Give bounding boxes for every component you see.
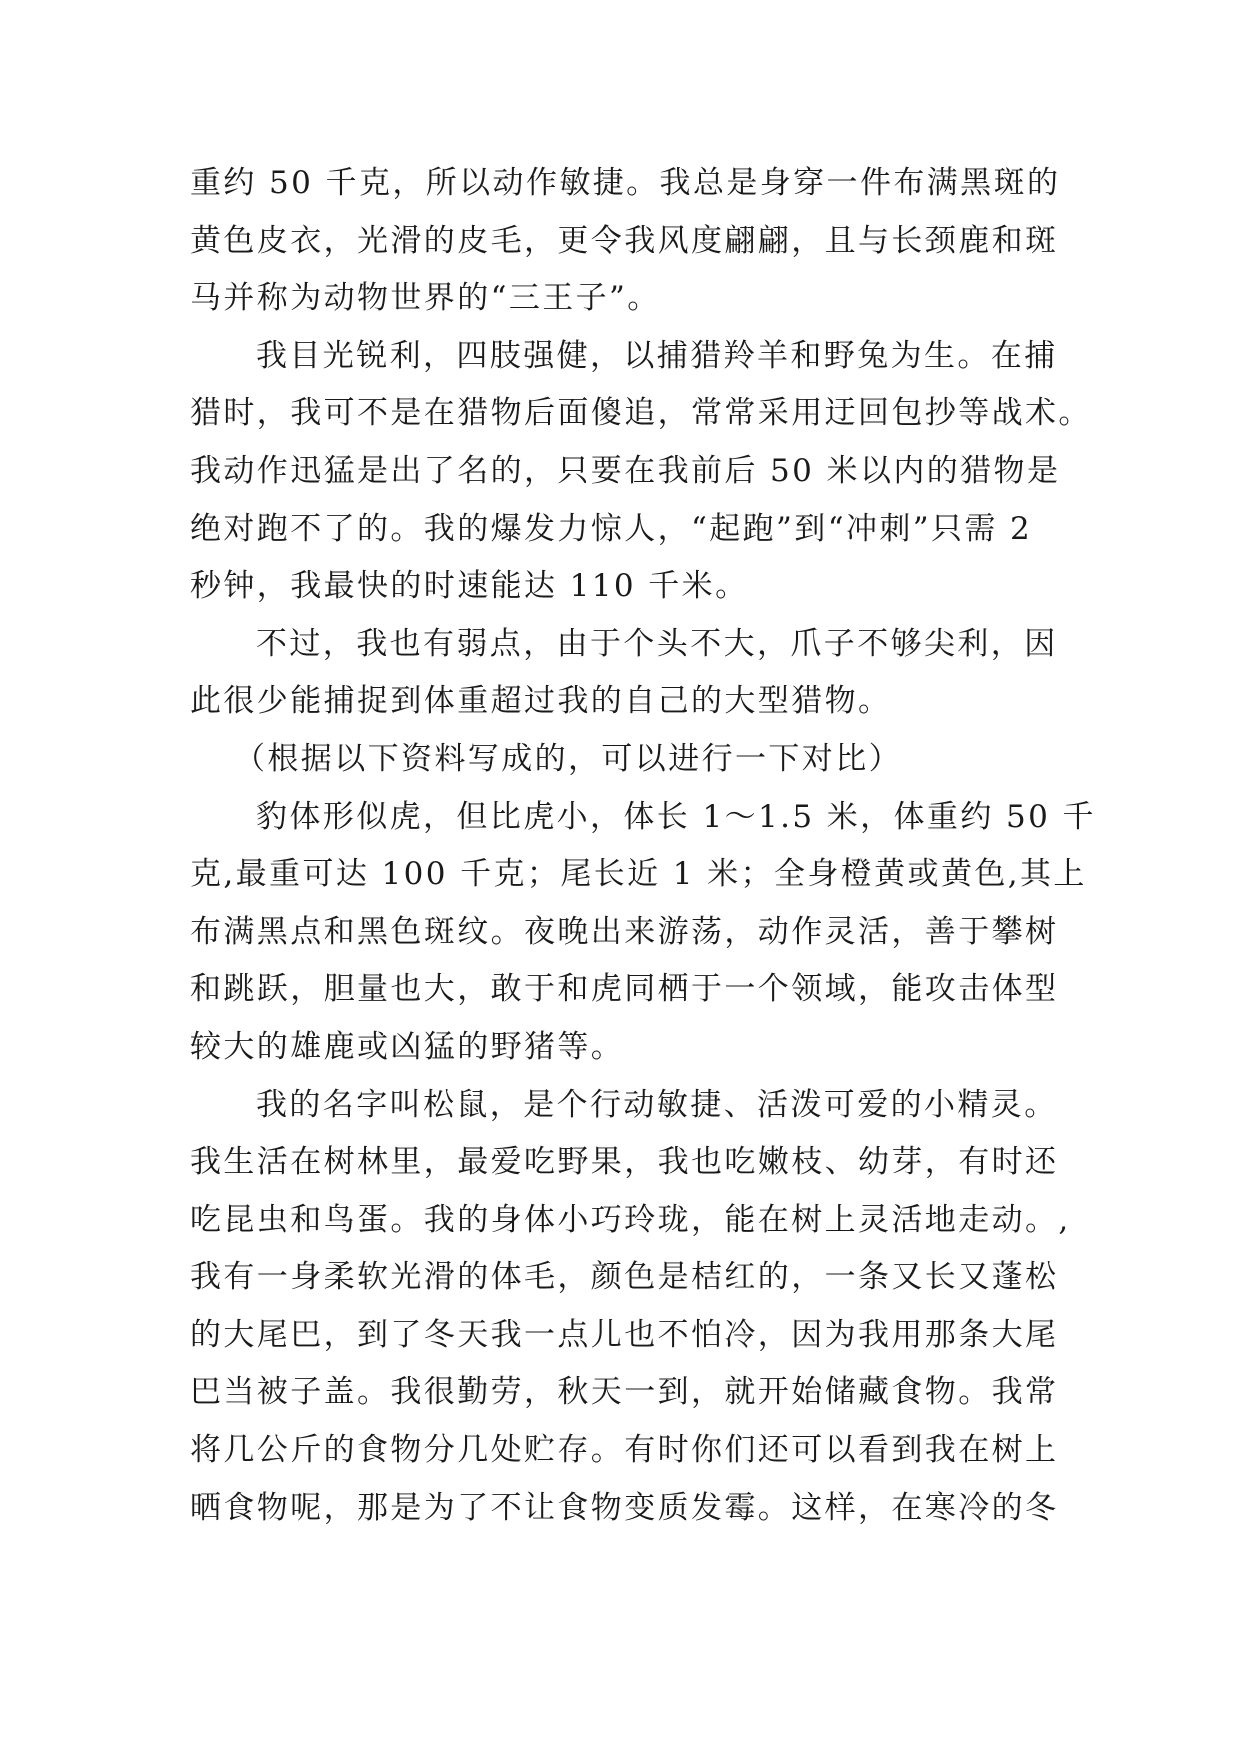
text-line: 晒食物呢，那是为了不让食物变质发霉。这样，在寒冷的冬 xyxy=(190,1489,1059,1526)
text-line: 猎时，我可不是在猎物后面傻追，常常采用迂回包抄等战术。 xyxy=(190,395,1092,432)
text-line: 布满黑点和黑色斑纹。夜晚出来游荡，动作灵活，善于攀树 xyxy=(190,913,1059,950)
text-line: 我动作迅猛是出了名的，只要在我前后 50 米以内的猎物是 xyxy=(190,452,1061,489)
paragraph-start-line: 豹体形似虎，但比虎小，体长 1～1.5 米，体重约 50 千 xyxy=(256,798,1096,835)
text-line: 我有一身柔软光滑的体毛，颜色是桔红的，一条又长又蓬松 xyxy=(190,1259,1059,1296)
text-line: 马并称为动物世界的“三王子”。 xyxy=(190,280,661,317)
text-line: 重约 50 千克，所以动作敏捷。我总是身穿一件布满黑斑的 xyxy=(190,165,1061,201)
note-line: （根据以下资料写成的，可以进行一下对比） xyxy=(234,740,902,777)
body-text xyxy=(190,155,1096,1537)
text-line: 和跳跃，胆量也大，敢于和虎同栖于一个领域，能攻击体型 xyxy=(190,971,1059,1008)
text-line: 秒钟，我最快的时速能达 110 千米。 xyxy=(190,568,749,605)
text-line: 吃昆虫和鸟蛋。我的身体小巧玲珑，能在树上灵活地走动。, xyxy=(190,1201,1071,1238)
text-line: 巴当被子盖。我很勤劳，秋天一到，就开始储藏食物。我常 xyxy=(190,1374,1059,1411)
text-line: 克,最重可达 100 千克；尾长近 1 米；全身橙黄或黄色,其上 xyxy=(190,856,1087,893)
text-line: 的大尾巴，到了冬天我一点儿也不怕冷，因为我用那条大尾 xyxy=(190,1316,1059,1353)
paragraph-start-line: 我的名字叫松鼠，是个行动敏捷、活泼可爱的小精灵。 xyxy=(256,1086,1058,1123)
text-line: 我生活在树林里，最爱吃野果，我也吃嫩枝、幼芽，有时还 xyxy=(190,1144,1059,1181)
paragraph-start-line: 不过，我也有弱点，由于个头不大，爪子不够尖利，因 xyxy=(256,625,1058,662)
text-line: 将几公斤的食物分几处贮存。有时你们还可以看到我在树上 xyxy=(190,1432,1059,1469)
text-line: 较大的雄鹿或凶猛的野猪等。 xyxy=(190,1028,625,1065)
text-line: 此很少能捕捉到体重超过我的自己的大型猎物。 xyxy=(190,683,892,720)
text-line: 黄色皮衣，光滑的皮毛，更令我风度翩翩，且与长颈鹿和斑 xyxy=(190,222,1059,259)
paragraph-start-line: 我目光锐利，四肢强健，以捕猎羚羊和野兔为生。在捕 xyxy=(256,337,1058,374)
text-line: 绝对跑不了的。我的爆发力惊人，“起跑”到“冲刺”只需 2 xyxy=(190,510,1033,547)
